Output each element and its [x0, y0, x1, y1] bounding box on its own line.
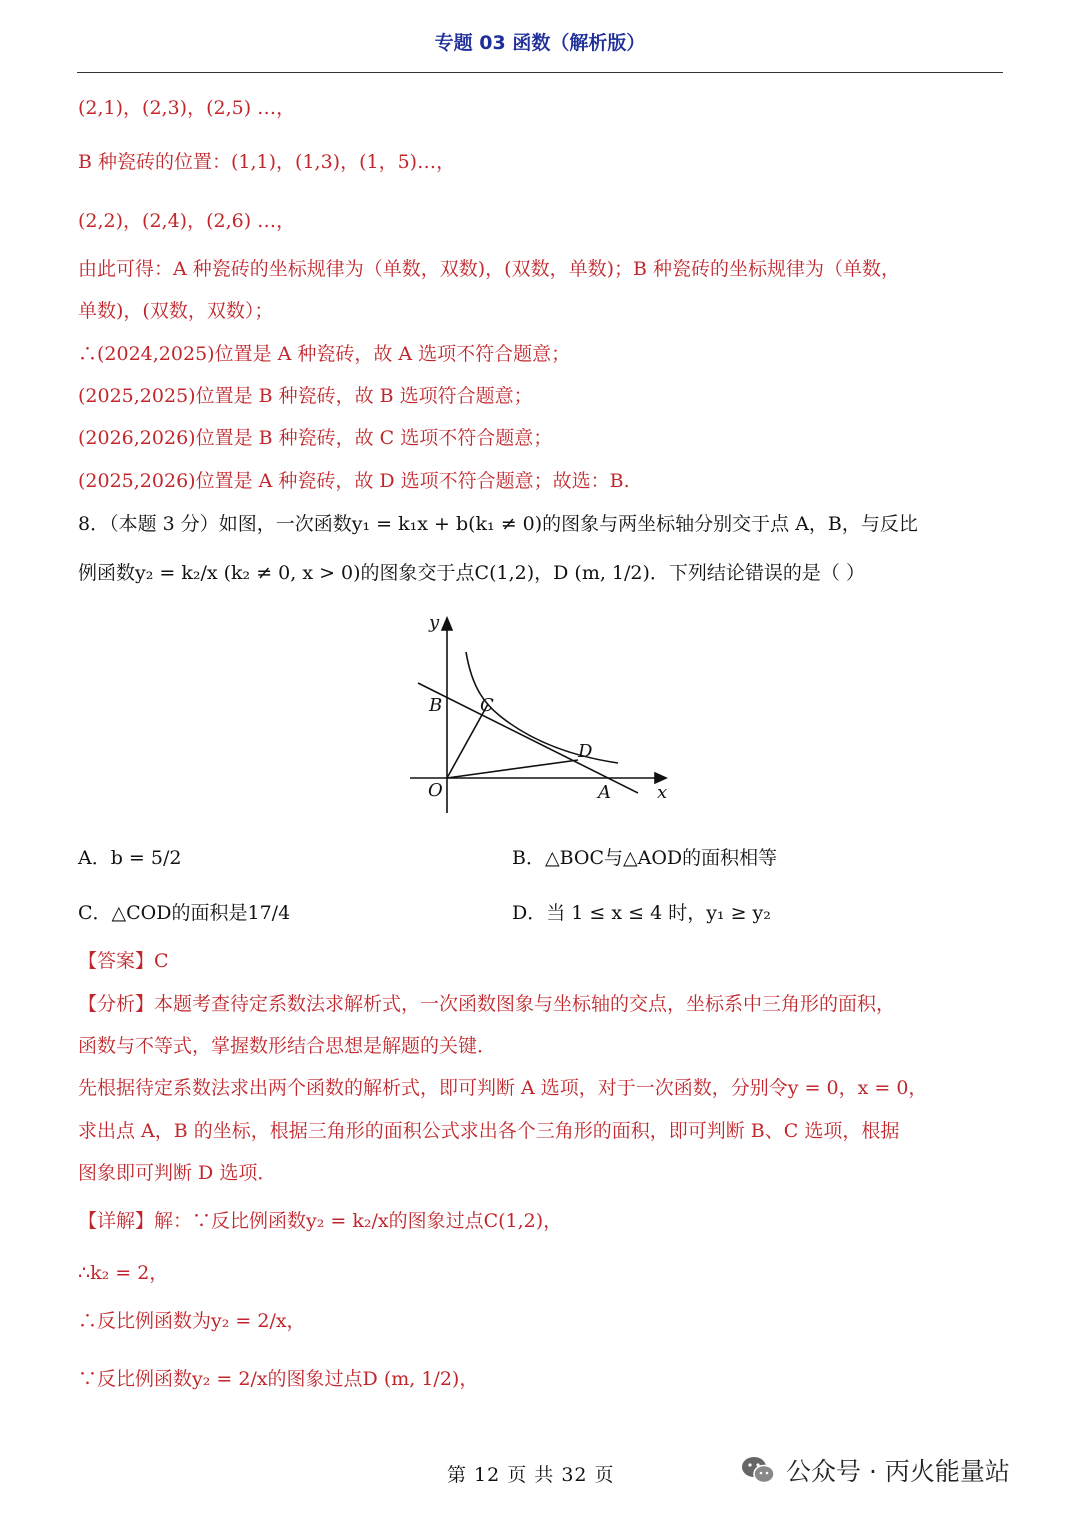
analysis-line: 【分析】本题考查待定系数法求解析式，一次函数图象与坐标轴的交点，坐标系中三角形的面积，	[78, 993, 896, 1015]
solution-line: (2,2)，(2,4)，(2,6) …，	[78, 210, 296, 232]
header-divider	[77, 72, 1003, 73]
detail-line: ∴反比例函数为y₂ = 2/x，	[78, 1310, 306, 1332]
watermark-text: 公众号 · 丙火能量站	[786, 1457, 1010, 1486]
detail-line: ∵反比例函数y₂ = 2/x的图象过点D (m, 1/2)，	[78, 1368, 479, 1390]
detail-line: 【详解】解：∵反比例函数y₂ = k₂/x的图象过点C(1,2)，	[78, 1210, 563, 1232]
segment-od	[447, 760, 578, 778]
page-number: 第 12 页 共 32 页	[447, 1464, 615, 1486]
solution-line: 由此可得：A 种瓷砖的坐标规律为（单数，双数)，(双数，单数)；B 种瓷砖的坐标规律为（单数，	[78, 258, 901, 280]
solution-line: ∴(2024,2025)位置是 A 种瓷砖，故 A 选项不符合题意；	[78, 343, 571, 365]
solution-line: (2,1)，(2,3)，(2,5) …，	[78, 97, 296, 119]
wechat-icon	[740, 1455, 776, 1485]
origin-label: O	[428, 780, 443, 801]
question-8-text: 例函数y₂ = k₂/x (k₂ ≠ 0, x > 0)的图象交于点C(1,2)，D (m, 1/2)．下列结论错误的是（ ）	[78, 562, 865, 584]
solution-line: (2025,2026)位置是 A 种瓷砖，故 D 选项不符合题意；故选：B.	[78, 470, 630, 492]
x-axis-label: x	[657, 782, 668, 803]
option-d: D．当 1 ≤ x ≤ 4 时，y₁ ≥ y₂	[512, 902, 771, 924]
answer-line: 【答案】C	[78, 950, 169, 972]
function-graph-figure	[400, 608, 680, 820]
analysis-line: 图象即可判断 D 选项．	[78, 1162, 277, 1184]
analysis-line: 先根据待定系数法求出两个函数的解析式，即可判断 A 选项，对于一次函数，分别令y = 0，x = 0，	[78, 1077, 928, 1099]
option-b: B．△BOC与△AOD的面积相等	[512, 847, 778, 869]
page-header-title: 专题 03 函数（解析版）	[434, 32, 646, 54]
point-a-label: A	[598, 782, 611, 803]
solution-line: B 种瓷砖的位置：(1,1)，(1,3)，(1，5)…，	[78, 151, 456, 173]
option-a: A．b = 5/2	[78, 847, 182, 869]
y-axis-label: y	[429, 612, 440, 633]
y-axis-arrow	[442, 618, 452, 630]
linear-function-line	[418, 683, 638, 793]
detail-line: ∴k₂ = 2，	[78, 1262, 169, 1284]
solution-line: (2025,2025)位置是 B 种瓷砖，故 B 选项符合题意；	[78, 385, 533, 407]
solution-line: 单数)，(双数，双数）；	[78, 300, 274, 322]
point-c-label: C	[480, 695, 494, 716]
point-d-label: D	[578, 741, 593, 762]
analysis-line: 求出点 A，B 的坐标，根据三角形的面积公式求出各个三角形的面积，即可判断 B、C 选项，根据	[78, 1120, 900, 1142]
question-8-text: 8．（本题 3 分）如图，一次函数y₁ = k₁x + b(k₁ ≠ 0)的图象与两坐标轴分别交于点 A，B，与反比	[78, 513, 918, 535]
solution-line: (2026,2026)位置是 B 种瓷砖，故 C 选项不符合题意；	[78, 427, 553, 449]
option-c: C．△COD的面积是17/4	[78, 902, 291, 924]
watermark	[740, 1452, 1010, 1488]
point-b-label: B	[429, 695, 443, 716]
analysis-line: 函数与不等式，掌握数形结合思想是解题的关键．	[78, 1035, 497, 1057]
